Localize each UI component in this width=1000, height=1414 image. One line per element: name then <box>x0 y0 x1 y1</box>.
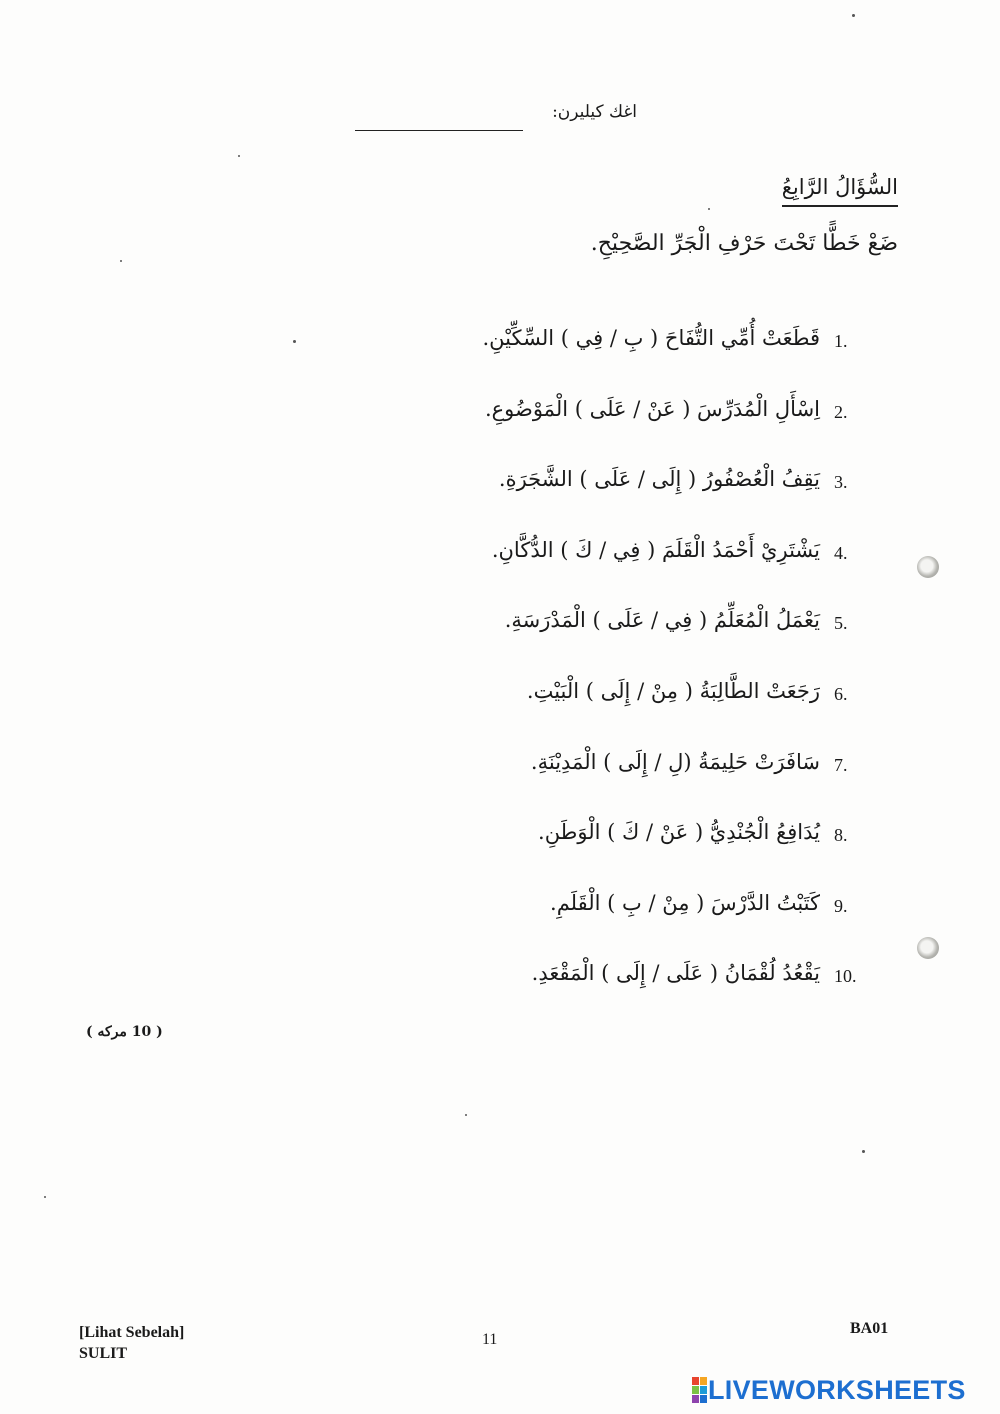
liveworksheets-logo-icon <box>692 1377 706 1403</box>
section-title: السُّؤَالُ الرَّابِعُ <box>782 172 898 207</box>
question-text: قَطَعَتْ أُمِّي التُّفَاحَ ( بِ / فِي ) السِّكِّيْنِ. <box>482 326 820 350</box>
question-number: 8. <box>834 825 848 846</box>
scan-speck <box>44 1196 46 1198</box>
question-item[interactable] <box>312 957 872 1028</box>
footer-left <box>79 1322 184 1364</box>
question-number: 1. <box>834 331 848 351</box>
question-text: سَافَرَتْ حَلِيمَةُ (لِ / إِلَى ) الْمَدِيْنَةِ. <box>530 749 820 774</box>
question-text: يَقْعُدُ لُقْمَانُ ( عَلَى / إِلَى ) الْمَقْعَدِ. <box>531 961 820 986</box>
page-number: 11 <box>482 1331 498 1348</box>
question-number: 7. <box>834 754 848 775</box>
question-text: اِسْأَلِ الْمُدَرِّسَ ( عَنْ / عَلَى ) الْمَوْضُوعِ. <box>484 396 820 421</box>
classification-label: SULIT <box>79 1345 128 1362</box>
question-number: 3. <box>834 472 848 493</box>
name-label: اغك كيليرن: <box>552 102 637 122</box>
question-text: يَشْتَرِيْ أَحْمَدُ الْقَلَمَ ( فِي / كَ ) الدُّكَّانِ. <box>491 537 820 562</box>
question-item[interactable] <box>312 746 872 817</box>
question-item[interactable] <box>312 463 872 534</box>
instruction-text: ضَعْ خَطًّا تَحْتَ حَرْفِ الْجَرِّ الصَّحِيْحِ. <box>590 231 898 256</box>
question-item[interactable] <box>312 604 872 675</box>
scan-speck <box>293 340 296 343</box>
question-number: 5. <box>834 613 848 634</box>
punch-hole-mark <box>917 937 939 959</box>
question-text: يَقِفُ الْعُصْفُورُ ( إِلَى / عَلَى ) الشَّجَرَةِ. <box>498 467 820 492</box>
liveworksheets-brand[interactable] <box>692 1373 966 1407</box>
name-blank-line[interactable] <box>355 130 523 131</box>
question-item[interactable] <box>312 393 872 464</box>
paper-code: BA01 <box>850 1320 889 1337</box>
scan-speck <box>708 208 710 210</box>
scan-speck <box>465 1114 467 1116</box>
scan-speck <box>852 14 855 17</box>
next-page-note: [Lihat Sebelah] <box>79 1324 185 1341</box>
scan-speck <box>120 260 122 262</box>
question-text: يُدَافِعُ الْجُنْدِيُّ ( عَنْ / كَ ) الْوَطَنِ. <box>538 820 820 845</box>
punch-hole-mark <box>917 556 939 578</box>
question-text: يَعْمَلُ الْمُعَلِّمُ ( فِي / عَلَى ) الْمَدْرَسَةِ. <box>504 608 820 633</box>
question-number: 10. <box>834 966 857 987</box>
question-text: كَتَبْتُ الدَّرْسَ ( مِنْ / بِ ) الْقَلَمِ. <box>550 890 820 915</box>
scan-speck <box>862 1150 865 1153</box>
question-text: رَجَعَتْ الطَّالِبَةُ ( مِنْ / إِلَى ) الْبَيْتِ. <box>526 678 820 703</box>
question-number: 9. <box>834 895 848 916</box>
question-number: 6. <box>834 683 848 704</box>
question-list <box>312 322 872 1028</box>
brand-text: LIVEWORKSHEETS <box>708 1374 966 1405</box>
question-item[interactable] <box>312 816 872 887</box>
question-number: 2. <box>834 401 848 422</box>
total-marks: ( 10 مركه ) <box>86 1024 163 1040</box>
question-item[interactable] <box>312 534 872 605</box>
scan-speck <box>238 155 240 157</box>
question-item[interactable] <box>312 675 872 746</box>
question-number: 4. <box>834 542 848 563</box>
question-item[interactable] <box>312 322 872 393</box>
student-name-row <box>355 100 645 136</box>
question-item[interactable] <box>312 887 872 958</box>
